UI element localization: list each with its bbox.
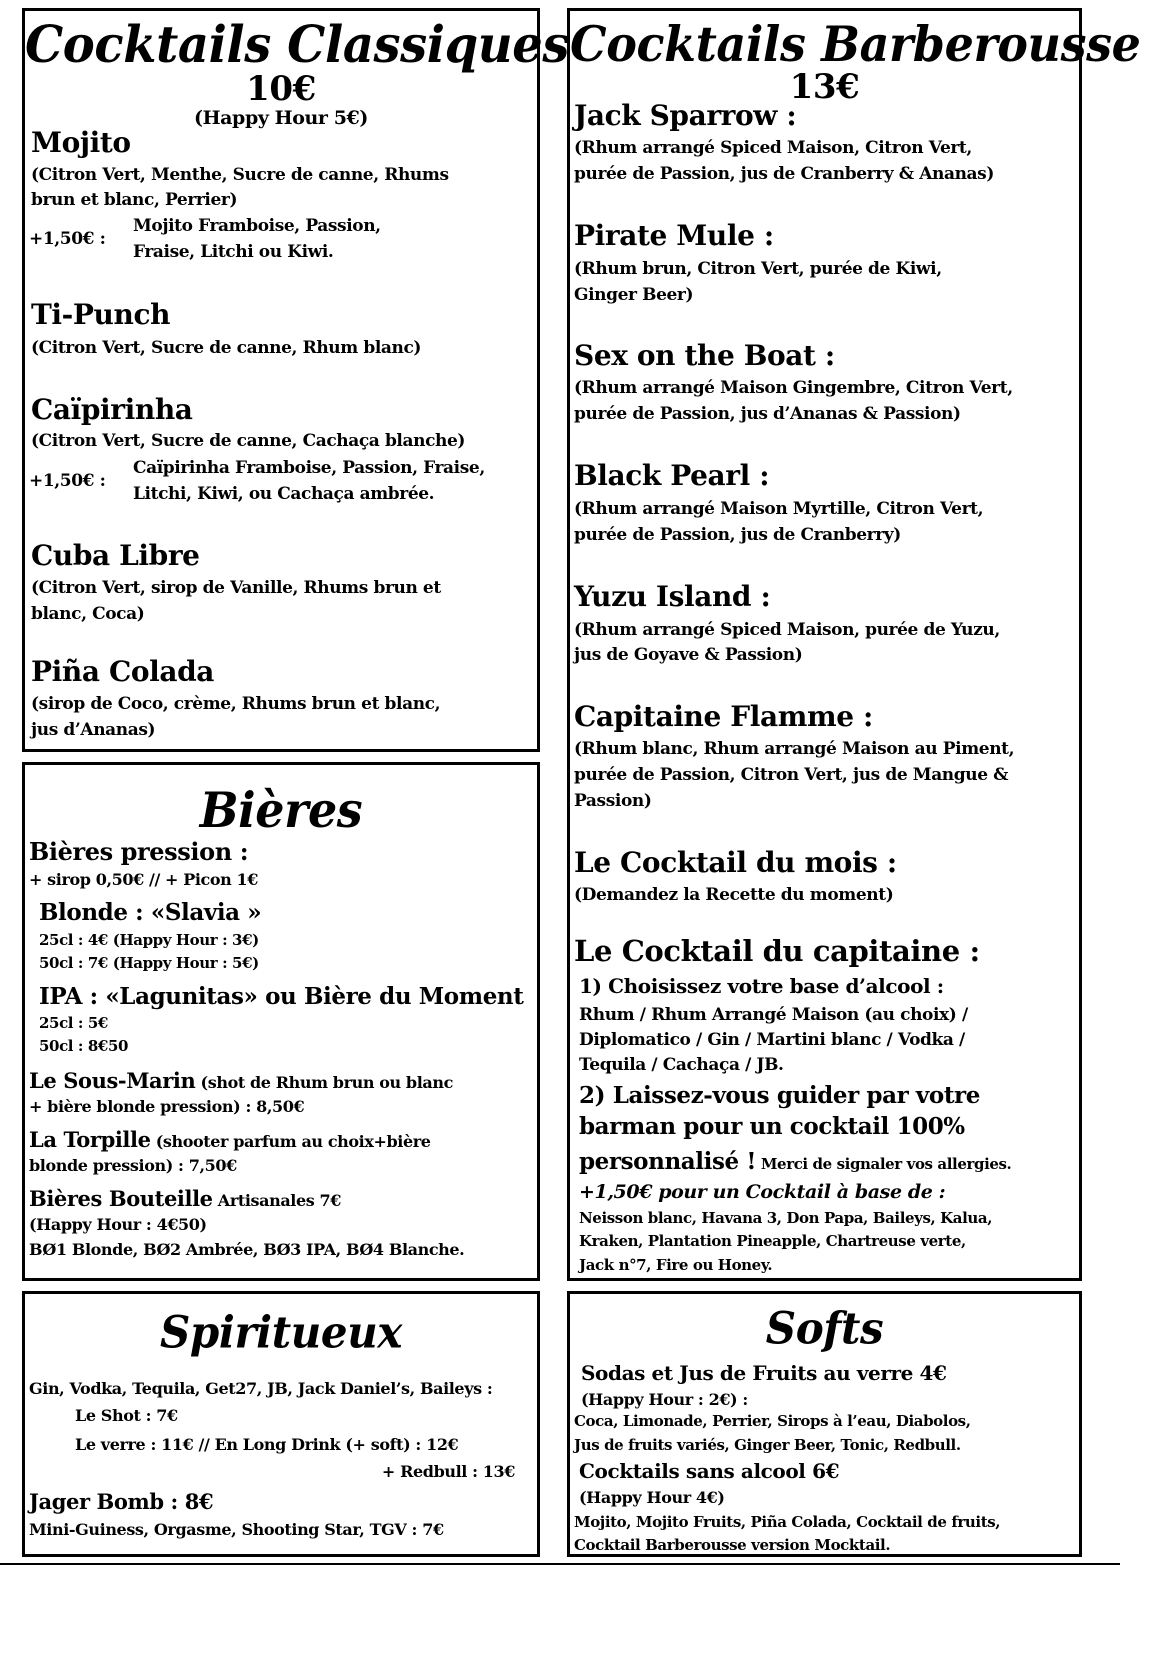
torpille — [29, 1128, 431, 1151]
redbull-price: + Redbull : 13€ — [381, 1462, 515, 1481]
item-name: Black Pearl : — [574, 459, 770, 492]
section-title: Softs — [765, 1302, 884, 1355]
item-desc: jus d’Ananas) — [31, 720, 156, 740]
item-desc: (shooter parfum au choix+bière — [150, 1132, 431, 1151]
sodas-list: Coca, Limonade, Perrier, Sirops à l’eau, Diabolos, — [574, 1412, 971, 1430]
happy-hour: (Happy Hour : 4€50) — [29, 1215, 207, 1234]
price: 10€ — [246, 69, 316, 109]
item-desc: (shot de Rhum brun ou blanc — [195, 1073, 453, 1092]
happy-hour: (Happy Hour 5€) — [194, 107, 368, 129]
premium-list: Neisson blanc, Havana 3, Don Papa, Baileys, Kalua, — [579, 1209, 993, 1227]
section-softs — [567, 1291, 1082, 1557]
section-title: Spiritueux — [160, 1306, 402, 1359]
premium-list: Kraken, Plantation Pineapple, Chartreuse verte, — [579, 1232, 966, 1250]
section-title: Cocktails Classiques — [25, 15, 570, 75]
mocktails-happy-hour: (Happy Hour 4€) — [579, 1488, 725, 1507]
blonde-name: Blonde : «Slavia » — [39, 899, 262, 926]
capitaine-step2: 2) Laissez-vous guider par votre — [579, 1082, 980, 1109]
capitaine-step2: personnalisé ! — [579, 1148, 757, 1175]
jager-bomb: Jager Bomb : 8€ — [29, 1489, 214, 1514]
item-desc: (Citron Vert, Sucre de canne, Cachaça blanche) — [31, 431, 466, 451]
item-desc: Passion) — [574, 791, 652, 811]
section-bieres — [22, 762, 540, 1281]
item-desc: Artisanales 7€ — [212, 1191, 342, 1210]
mocktails-heading: Cocktails sans alcool 6€ — [579, 1459, 840, 1483]
capitaine-bases: Diplomatico / Gin / Martini blanc / Vodka / — [579, 1030, 965, 1050]
item-name: Caïpirinha — [31, 393, 193, 426]
price: 13€ — [789, 67, 860, 107]
sodas-list: Jus de fruits variés, Ginger Beer, Tonic, Redbull. — [574, 1436, 961, 1454]
item-name: Bières Bouteille — [29, 1186, 213, 1211]
item-desc: Ginger Beer) — [574, 285, 694, 305]
section-cocktails-barberousse — [567, 8, 1141, 1281]
item-name: Le Cocktail du mois : — [574, 846, 897, 879]
section-title: Bières — [199, 781, 363, 839]
extra-options: Mojito Framboise, Passion, — [133, 216, 381, 236]
premium-list: Jack n°7, Fire ou Honey. — [579, 1256, 773, 1274]
item-name: Yuzu Island : — [574, 580, 771, 613]
extra-price: +1,50€ : — [29, 471, 106, 491]
item-desc: purée de Passion, jus d’Ananas & Passion) — [574, 404, 961, 424]
extra-options: Litchi, Kiwi, ou Cachaça ambrée. — [133, 484, 435, 504]
item-desc: (Rhum arrangé Maison Gingembre, Citron Vert, — [574, 378, 1013, 398]
blonde-25cl: 25cl : 4€ (Happy Hour : 3€) — [39, 931, 259, 949]
item-desc: (sirop de Coco, crème, Rhums brun et blanc, — [31, 694, 441, 714]
blonde-50cl: 50cl : 7€ (Happy Hour : 5€) — [39, 954, 259, 972]
item-name: Sex on the Boat : — [574, 339, 835, 372]
item-name: Ti-Punch — [31, 298, 171, 331]
capitaine-bases: Rhum / Rhum Arrangé Maison (au choix) / — [579, 1005, 968, 1025]
item-name: Capitaine Flamme : — [574, 700, 873, 733]
item-desc: (Rhum blanc, Rhum arrangé Maison au Piment, — [574, 739, 1015, 759]
sous-marin — [29, 1069, 453, 1092]
item-desc: (Citron Vert, Menthe, Sucre de canne, Rhums — [31, 165, 449, 185]
ipa-50cl: 50cl : 8€50 — [39, 1037, 129, 1055]
item-desc: blanc, Coca) — [31, 604, 145, 624]
item-desc: (Rhum arrangé Spiced Maison, purée de Yuzu, — [574, 620, 1000, 640]
draft-heading: Bières pression : — [29, 837, 249, 866]
shot-price: Le Shot : 7€ — [75, 1406, 178, 1425]
capitaine-step1: 1) Choisissez votre base d’alcool : — [579, 974, 944, 998]
capitaine-step2: barman pour un cocktail 100% — [579, 1113, 965, 1140]
item-name: Pirate Mule : — [574, 219, 774, 252]
supplements: + sirop 0,50€ // + Picon 1€ — [29, 870, 259, 889]
section-cocktails-classiques — [22, 8, 570, 752]
bouteille — [29, 1187, 341, 1210]
item-desc: + bière blonde pression) : 8,50€ — [29, 1097, 305, 1116]
extra-options: Fraise, Litchi ou Kiwi. — [133, 242, 334, 262]
item-desc: (Rhum arrangé Spiced Maison, Citron Vert, — [574, 138, 972, 158]
extra-options: Caïpirinha Framboise, Passion, Fraise, — [133, 458, 485, 478]
item-desc: purée de Passion, Citron Vert, jus de Mangue & — [574, 765, 1009, 785]
mocktails-list: Cocktail Barberousse version Mocktail. — [574, 1536, 891, 1554]
shooters: Mini-Guiness, Orgasme, Shooting Star, TGV : 7€ — [29, 1520, 444, 1539]
mocktails-list: Mojito, Mojito Fruits, Piña Colada, Cocktail de fruits, — [574, 1513, 1001, 1531]
sodas-happy-hour: (Happy Hour : 2€) : — [581, 1390, 748, 1409]
section-title: Cocktails Barberousse — [570, 15, 1141, 73]
item-name: Mojito — [31, 126, 131, 159]
item-desc: (Rhum arrangé Maison Myrtille, Citron Vert, — [574, 499, 984, 519]
premium-supplement: +1,50€ pour un Cocktail à base de : — [579, 1181, 946, 1203]
item-desc: purée de Passion, jus de Cranberry & Ananas) — [574, 164, 994, 184]
item-name: Jack Sparrow : — [574, 99, 797, 132]
item-desc: (Demandez la Recette du moment) — [574, 885, 894, 905]
sodas-heading: Sodas et Jus de Fruits au verre 4€ — [581, 1361, 947, 1385]
extra-price: +1,50€ : — [29, 229, 106, 249]
ipa-25cl: 25cl : 5€ — [39, 1014, 108, 1032]
item-name: La Torpille — [29, 1127, 151, 1152]
item-name: Le Sous-Marin — [29, 1068, 196, 1093]
spirits-list: Gin, Vodka, Tequila, Get27, JB, Jack Daniel’s, Baileys : — [29, 1379, 493, 1398]
item-desc: purée de Passion, jus de Cranberry) — [574, 525, 901, 545]
item-desc: jus de Goyave & Passion) — [574, 645, 803, 665]
ipa-name: IPA : «Lagunitas» ou Bière du Moment — [39, 983, 524, 1010]
glass-price: Le verre : 11€ // En Long Drink (+ soft) : 12€ — [75, 1435, 459, 1454]
item-name: Piña Colada — [31, 655, 215, 688]
capitaine-bases: Tequila / Cachaça / JB. — [579, 1055, 784, 1075]
item-name: Cuba Libre — [31, 539, 200, 572]
item-desc: brun et blanc, Perrier) — [31, 190, 238, 210]
item-desc: blonde pression) : 7,50€ — [29, 1156, 237, 1175]
bottom-rule — [0, 1563, 1120, 1565]
item-desc: (Citron Vert, Sucre de canne, Rhum blanc) — [31, 338, 422, 358]
allergies-note: Merci de signaler vos allergies. — [756, 1155, 1012, 1173]
section-spiritueux — [22, 1291, 540, 1557]
item-desc: (Citron Vert, sirop de Vanille, Rhums brun et — [31, 578, 441, 598]
capitaine-name: Le Cocktail du capitaine : — [574, 934, 980, 968]
bottle-list: BØ1 Blonde, BØ2 Ambrée, BØ3 IPA, BØ4 Blanche. — [29, 1240, 465, 1259]
capitaine-step2-end — [579, 1149, 1011, 1174]
item-desc: (Rhum brun, Citron Vert, purée de Kiwi, — [574, 259, 942, 279]
